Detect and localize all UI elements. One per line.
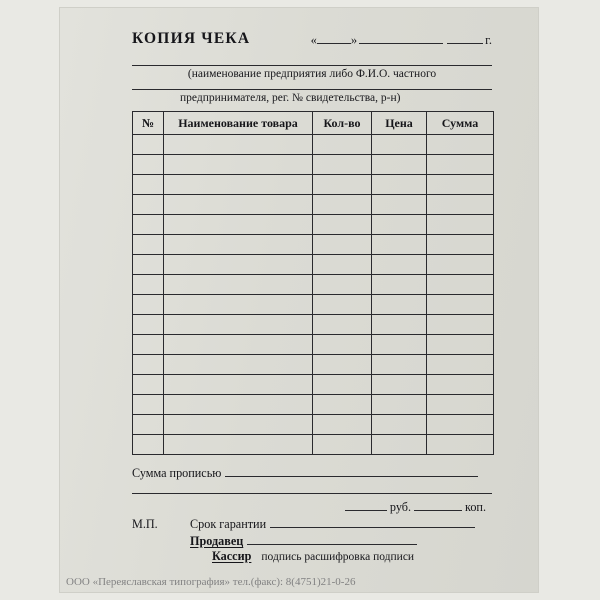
company-line-1[interactable] (132, 65, 492, 66)
seller-blank[interactable] (247, 532, 417, 545)
kop-label: коп. (465, 500, 486, 514)
cell-goods-name[interactable] (164, 215, 313, 235)
table-row[interactable] (133, 335, 494, 355)
cell-goods-name[interactable] (164, 295, 313, 315)
signature-note: подпись расшифровка подписи (261, 551, 415, 563)
cell-price[interactable] (372, 235, 427, 255)
cell-price[interactable] (372, 215, 427, 235)
cell-goods-name[interactable] (164, 395, 313, 415)
cell-sum[interactable] (427, 155, 494, 175)
company-line-2[interactable] (132, 89, 492, 90)
cell-sum[interactable] (427, 335, 494, 355)
cell-number[interactable] (133, 415, 164, 435)
cell-goods-name[interactable] (164, 135, 313, 155)
table-row[interactable] (133, 295, 494, 315)
cell-price[interactable] (372, 135, 427, 155)
cashier-row (132, 549, 492, 566)
cell-quantity[interactable] (313, 255, 372, 275)
warranty-blank[interactable] (270, 515, 475, 528)
rubles-blank[interactable] (345, 498, 387, 511)
cell-sum[interactable] (427, 195, 494, 215)
cell-sum[interactable] (427, 235, 494, 255)
sum-in-words-row-2 (132, 481, 492, 498)
cell-price[interactable] (372, 395, 427, 415)
column-header-quantity: Кол-во (313, 112, 372, 135)
cell-goods-name[interactable] (164, 435, 313, 455)
cell-number[interactable] (133, 375, 164, 395)
cell-price[interactable] (372, 155, 427, 175)
column-header-price: Цена (372, 112, 427, 135)
table-row[interactable] (133, 415, 494, 435)
cashier-label: Кассир (212, 549, 252, 563)
date-quote-open: « (310, 33, 317, 47)
date-field-group (311, 32, 492, 48)
table-row[interactable] (133, 395, 494, 415)
cell-sum[interactable] (427, 255, 494, 275)
cell-number[interactable] (133, 435, 164, 455)
cell-quantity[interactable] (313, 195, 372, 215)
cell-price[interactable] (372, 375, 427, 395)
warranty-row (132, 515, 492, 532)
table-row[interactable] (133, 435, 494, 455)
cell-goods-name[interactable] (164, 415, 313, 435)
cell-number[interactable] (133, 275, 164, 295)
cell-sum[interactable] (427, 175, 494, 195)
cell-quantity[interactable] (313, 335, 372, 355)
rub-kop-row (132, 498, 492, 515)
cell-quantity[interactable] (313, 435, 372, 455)
cell-quantity[interactable] (313, 155, 372, 175)
cell-price[interactable] (372, 175, 427, 195)
cell-goods-name[interactable] (164, 355, 313, 375)
cell-number[interactable] (133, 195, 164, 215)
cell-goods-name[interactable] (164, 275, 313, 295)
cell-quantity[interactable] (313, 135, 372, 155)
cell-number[interactable] (133, 235, 164, 255)
cell-sum[interactable] (427, 295, 494, 315)
cell-number[interactable] (133, 155, 164, 175)
table-header-row (133, 112, 494, 135)
cell-quantity[interactable] (313, 315, 372, 335)
company-caption-1: (наименование предприятия либо Ф.И.О. частного (187, 68, 437, 80)
table-row[interactable] (133, 215, 494, 235)
cell-price[interactable] (372, 355, 427, 375)
seller-row (132, 532, 492, 549)
date-year-blank[interactable] (447, 32, 483, 44)
seller-label: Продавец (190, 534, 244, 548)
cell-price[interactable] (372, 335, 427, 355)
cell-quantity[interactable] (313, 175, 372, 195)
table-row[interactable] (133, 255, 494, 275)
cell-quantity[interactable] (313, 395, 372, 415)
cell-quantity[interactable] (313, 415, 372, 435)
cell-goods-name[interactable] (164, 255, 313, 275)
column-header-sum: Сумма (427, 112, 494, 135)
cell-quantity[interactable] (313, 295, 372, 315)
cell-number[interactable] (133, 215, 164, 235)
column-header-number: № (133, 112, 164, 135)
cell-price[interactable] (372, 255, 427, 275)
cell-goods-name[interactable] (164, 235, 313, 255)
cell-number[interactable] (133, 355, 164, 375)
cell-goods-name[interactable] (164, 335, 313, 355)
table-row[interactable] (133, 195, 494, 215)
sum-in-words-blank-2[interactable] (132, 481, 492, 494)
table-row[interactable] (133, 155, 494, 175)
table-row[interactable] (133, 275, 494, 295)
date-day-blank[interactable] (317, 32, 351, 44)
page-title: КОПИЯ ЧЕКА (132, 30, 251, 47)
cell-goods-name[interactable] (164, 175, 313, 195)
stamp-place-label: М.П. (132, 517, 158, 531)
sum-in-words-blank[interactable] (225, 464, 478, 477)
cell-sum[interactable] (427, 375, 494, 395)
cell-sum[interactable] (427, 415, 494, 435)
cell-price[interactable] (372, 435, 427, 455)
company-caption-2: предпринимателя, рег. № свидетельства, р-н) (180, 92, 401, 104)
cell-goods-name[interactable] (164, 155, 313, 175)
table-row[interactable] (133, 135, 494, 155)
cell-price[interactable] (372, 315, 427, 335)
date-quote-close: » (350, 33, 358, 47)
paper-sheet (60, 8, 538, 592)
cell-sum[interactable] (427, 135, 494, 155)
form-footer (132, 464, 492, 566)
cell-goods-name[interactable] (164, 375, 313, 395)
form-content (132, 30, 492, 575)
cell-quantity[interactable] (313, 355, 372, 375)
cell-goods-name[interactable] (164, 315, 313, 335)
date-year-suffix: г. (485, 33, 492, 47)
cell-number[interactable] (133, 175, 164, 195)
items-table (132, 111, 494, 455)
cell-price[interactable] (372, 415, 427, 435)
date-month-blank[interactable] (359, 32, 443, 44)
cell-quantity[interactable] (313, 235, 372, 255)
cell-number[interactable] (133, 395, 164, 415)
column-header-goods-name: Наименование товара (164, 112, 313, 135)
cell-number[interactable] (133, 255, 164, 275)
table-row[interactable] (133, 235, 494, 255)
table-body (133, 135, 494, 455)
cell-number[interactable] (133, 295, 164, 315)
sum-in-words-row (132, 464, 492, 481)
warranty-label: Срок гарантии (190, 517, 267, 531)
rub-label: руб. (389, 500, 412, 514)
cell-quantity[interactable] (313, 375, 372, 395)
cell-number[interactable] (133, 335, 164, 355)
table-row[interactable] (133, 375, 494, 395)
cell-number[interactable] (133, 315, 164, 335)
cell-goods-name[interactable] (164, 195, 313, 215)
kopecks-blank[interactable] (414, 498, 462, 511)
printer-imprint: ООО «Переяславская типография» тел.(факс): 8(4751)21-0-26 (66, 576, 356, 588)
cell-sum[interactable] (427, 215, 494, 235)
cell-price[interactable] (372, 195, 427, 215)
sum-in-words-label: Сумма прописью (132, 466, 222, 480)
cell-sum[interactable] (427, 275, 494, 295)
cell-price[interactable] (372, 295, 427, 315)
cell-price[interactable] (372, 275, 427, 295)
form-header (132, 30, 492, 56)
table-row[interactable] (133, 355, 494, 375)
cell-sum[interactable] (427, 395, 494, 415)
cell-number[interactable] (133, 135, 164, 155)
cell-sum[interactable] (427, 435, 494, 455)
cell-quantity[interactable] (313, 275, 372, 295)
cell-quantity[interactable] (313, 215, 372, 235)
cell-sum[interactable] (427, 355, 494, 375)
table-row[interactable] (133, 315, 494, 335)
table-row[interactable] (133, 175, 494, 195)
cell-sum[interactable] (427, 315, 494, 335)
